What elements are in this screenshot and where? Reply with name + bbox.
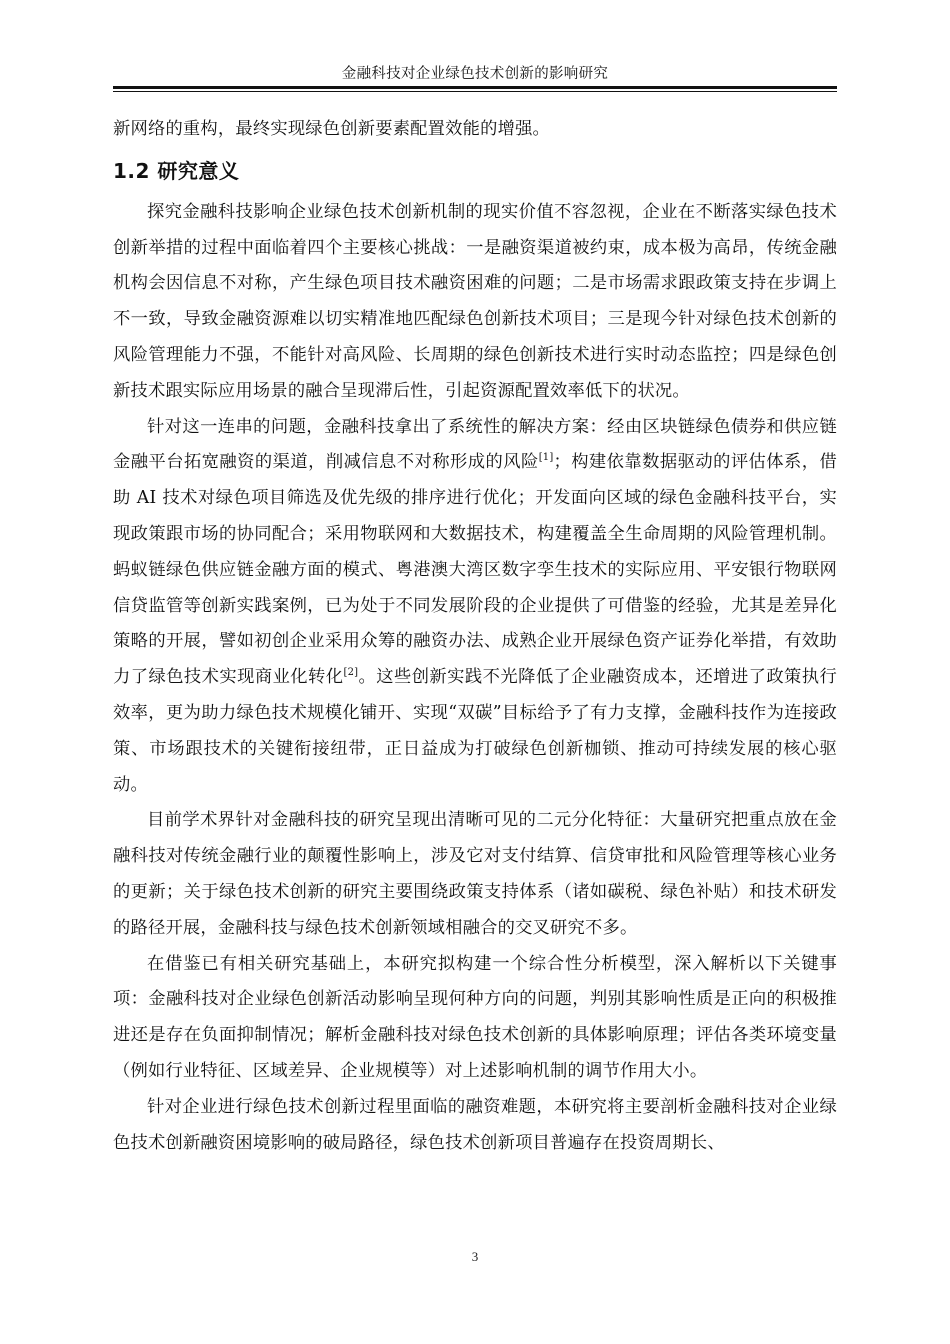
paragraph-2-text-c: 。这些创新实践不光降低了企业融资成本，还增进了政策执行效率，更为助力绿色技术规模化铺开、实现“双碳”目标给予了有力支撑，金融科技作为连接政策、市场跟技术的关键衔接纽带，正日益成为打破绿色创新枷锁、推动可持续发展的核心驱动。: [113, 667, 837, 795]
paragraph-2-text-b: ；构建依靠数据驱动的评估体系，借助 AI 技术对绿色项目筛选及优先级的排序进行优化；开发面向区域的绿色金融科技平台，实现政策跟市场的协同配合；采用物联网和大数据技术，构建覆盖全生命周期的风险管理机制。蚂蚁链绿色供应链金融方面的模式、粤港澳大湾区数字孪生技术的实际应用、平安银行物联网信贷监管等创新实践案例，已为处于不同发展阶段的企业提供了可借鉴的经验，尤其是差异化策略的开展，譬如初创企业采用众筹的融资办法、成熟企业开展绿色资产证券化举措，有效助力了绿色技术实现商业化转化: [113, 452, 837, 688]
paragraph-2-text-a: 针对这一连串的问题，金融科技拿出了系统性的解决方案：经由区块链绿色债券和供应链金融平台拓宽融资的渠道，削减信息不对称形成的风险: [113, 416, 837, 473]
lead-in-paragraph: 新网络的重构，最终实现绿色创新要素配置效能的增强。: [113, 119, 551, 139]
citation-1: [1]: [538, 452, 554, 464]
header-rule-thin: [113, 91, 837, 92]
paragraph-5: 针对企业进行绿色技术创新过程里面临的融资难题，本研究将主要剖析金融科技对企业绿色技术创新融资困境影响的破局路径，绿色技术创新项目普遍存在投资周期长、: [113, 1096, 837, 1153]
paragraph-3: 目前学术界针对金融科技的研究呈现出清晰可见的二元分化特征：大量研究把重点放在金融科技对传统金融行业的颠覆性影响上，涉及它对支付结算、信贷审批和风险管理等核心业务的更新；关于绿色技术创新的研究主要围绕政策支持体系（诸如碳税、绿色补贴）和技术研发的路径开展，金融科技与绿色技术创新领域相融合的交叉研究不多。: [113, 810, 837, 938]
page-body: [113, 112, 837, 1161]
paragraph-4: 在借鉴已有相关研究基础上，本研究拟构建一个综合性分析模型，深入解析以下关键事项：金融科技对企业绿色创新活动影响呈现何种方向的问题，判别其影响性质是正向的积极推进还是存在负面抑制情况；解析金融科技对绿色技术创新的具体影响原理；评估各类环境变量（例如行业特征、区域差异、企业规模等）对上述影响机制的调节作用大小。: [113, 953, 837, 1081]
section-heading: [113, 157, 837, 185]
citation-2: [2]: [343, 667, 359, 679]
header-rule-thick: [113, 86, 837, 89]
page-number: 3: [471, 1249, 479, 1264]
section-number: 1.2: [113, 158, 150, 183]
paragraph-1: 探究金融科技影响企业绿色技术创新机制的现实价值不容忽视，企业在不断落实绿色技术创新举措的过程中面临着四个主要核心挑战：一是融资渠道被约束，成本极为高昂，传统金融机构会因信息不对称，产生绿色项目技术融资困难的问题；二是市场需求跟政策支持在步调上不一致，导致金融资源难以切实精准地匹配绿色创新技术项目；三是现今针对绿色技术创新的风险管理能力不强，不能针对高风险、长周期的绿色创新技术进行实时动态监控；四是绿色创新技术跟实际应用场景的融合呈现滞后性，引起资源配置效率低下的状况。: [113, 201, 837, 401]
paragraph-2: [113, 410, 837, 804]
running-header: 金融科技对企业绿色技术创新的影响研究: [341, 66, 609, 82]
section-title: 研究意义: [157, 158, 240, 183]
